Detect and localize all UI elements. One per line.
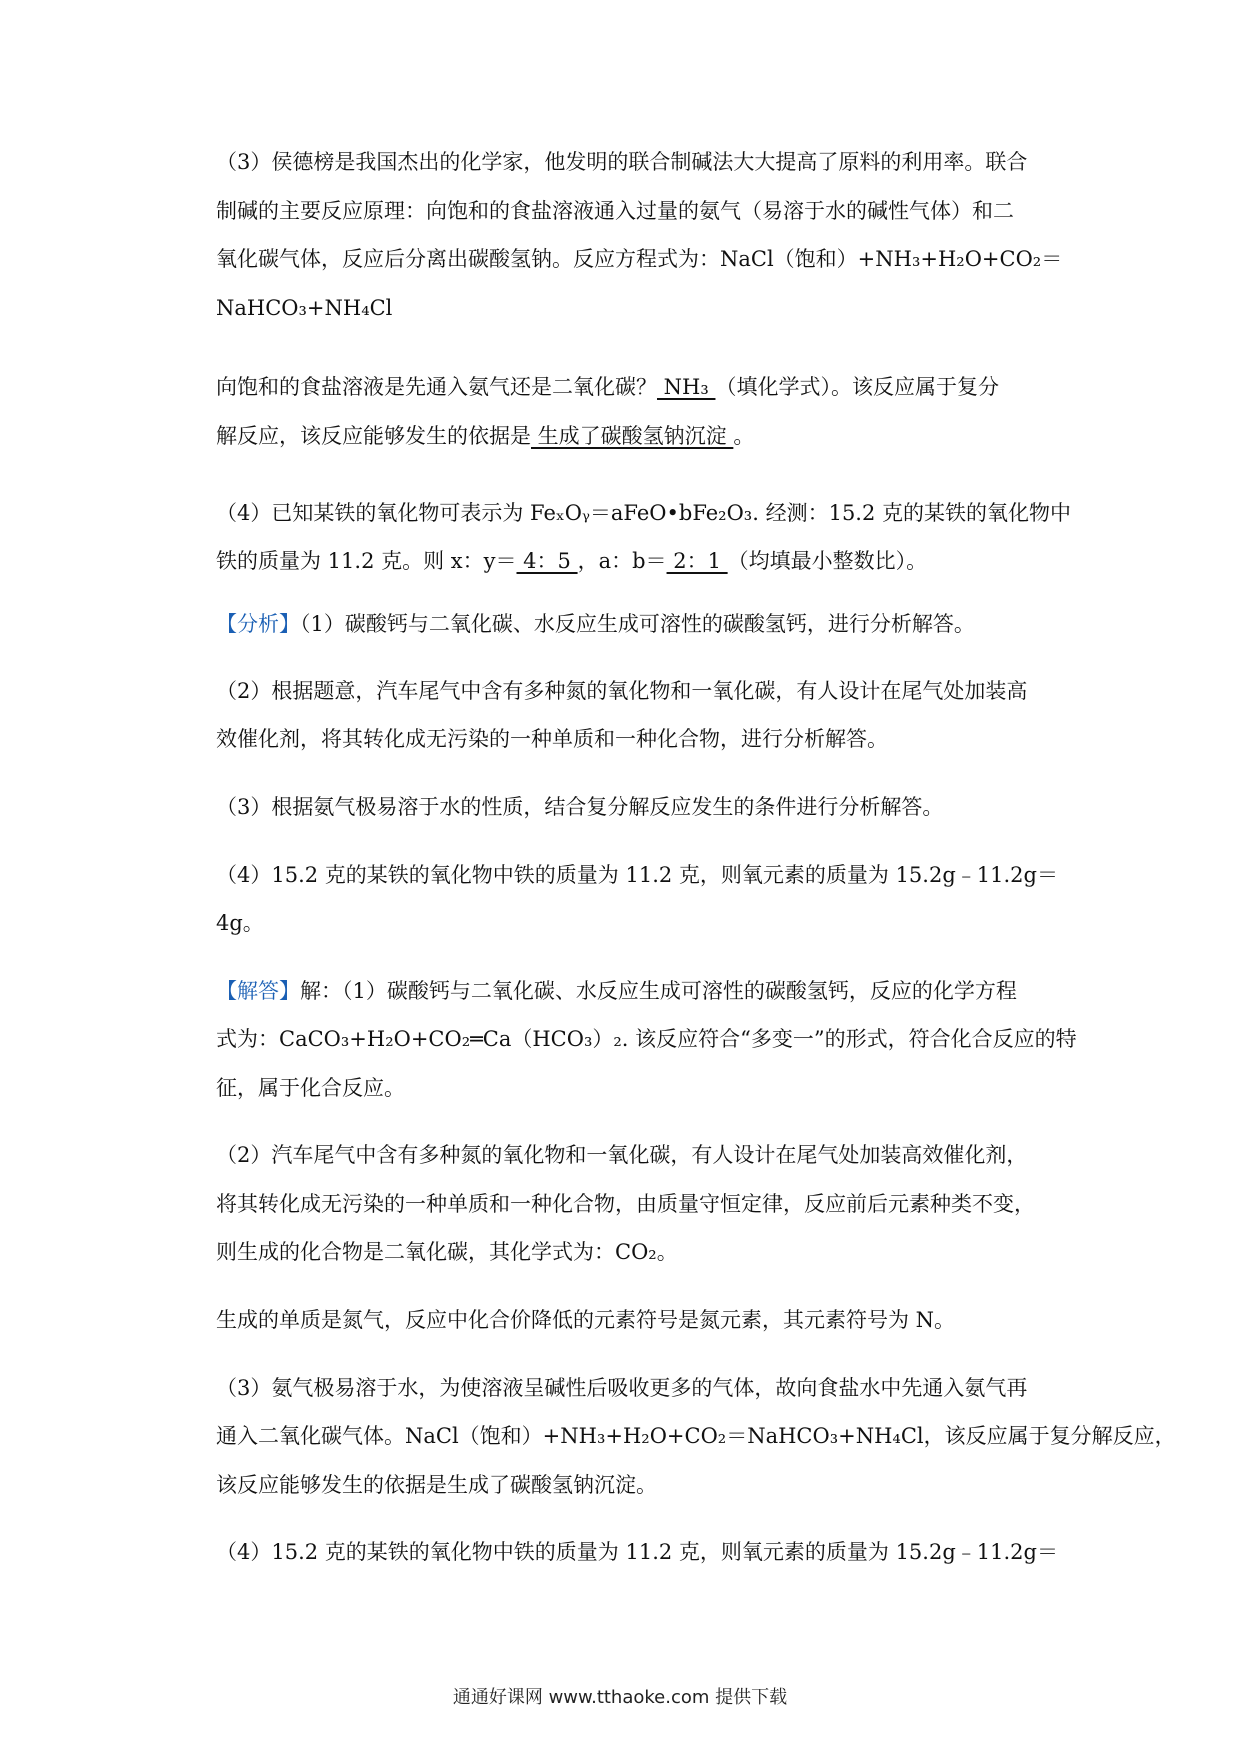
text-line: （2）根据题意，汽车尾气中含有多种氮的氧化物和一氧化碳，有人设计在尾气处加装高 (216, 679, 1028, 703)
text-line: 解反应，该反应能够发生的依据是 生成了碳酸氢钠沉淀 。 (216, 424, 755, 448)
analysis-label: 【分析】 (216, 612, 300, 636)
text-line: 则生成的化合物是二氧化碳，其化学式为：CO₂。 (216, 1240, 678, 1264)
text-line: （2）汽车尾气中含有多种氮的氧化物和一氧化碳，有人设计在尾气处加装高效催化剂， (216, 1143, 1028, 1167)
text-line: 【分析】（1）碳酸钙与二氧化碳、水反应生成可溶性的碳酸氢钙，进行分析解答。 (216, 612, 975, 636)
answer-blank: 4：5 (516, 549, 578, 573)
text-line: 铁的质量为 11.2 克。则 x：y＝ 4：5 ，a：b＝ 2：1 （均填最小整数比）。 (216, 549, 928, 573)
text-line: （4）15.2 克的某铁的氧化物中铁的质量为 11.2 克，则氧元素的质量为 15.2g﹣11.2g＝ (216, 1540, 1058, 1564)
answer-blank: NH₃ (657, 375, 716, 399)
page-footer: 通通好课网 www.tthaoke.com 提供下载 (452, 1687, 788, 1708)
text-line: 该反应能够发生的依据是生成了碳酸氢钠沉淀。 (216, 1473, 657, 1497)
text-line: 氧化碳气体，反应后分离出碳酸氢钠。反应方程式为：NaCl（饱和）+NH₃+H₂O+CO₂＝ (216, 247, 1063, 271)
text-line: NaHCO₃+NH₄Cl (216, 296, 393, 320)
text-line: 征，属于化合反应。 (216, 1076, 405, 1100)
text-line: 效催化剂，将其转化成无污染的一种单质和一种化合物，进行分析解答。 (216, 727, 888, 751)
text-line: 4g。 (216, 911, 264, 935)
text-line: （3）氨气极易溶于水，为使溶液呈碱性后吸收更多的气体，故向食盐水中先通入氨气再 (216, 1376, 1028, 1400)
text-line: 生成的单质是氮气，反应中化合价降低的元素符号是氮元素，其元素符号为 N。 (216, 1308, 956, 1332)
text-line: 向饱和的食盐溶液是先通入氨气还是二氧化碳？ NH₃ （填化学式）。该反应属于复分 (216, 375, 999, 399)
text-line: 【解答】解：（1）碳酸钙与二氧化碳、水反应生成可溶性的碳酸氢钙，反应的化学方程 (216, 979, 1017, 1003)
text-line: 将其转化成无污染的一种单质和一种化合物，由质量守恒定律，反应前后元素种类不变， (216, 1192, 1035, 1216)
text-line: 通入二氧化碳气体。NaCl（饱和）+NH₃+H₂O+CO₂＝NaHCO₃+NH₄Cl，该反应属于复分解反应， (216, 1424, 1176, 1448)
text-line: （3）根据氨气极易溶于水的性质，结合复分解反应发生的条件进行分析解答。 (216, 795, 944, 819)
text-line: 制碱的主要反应原理：向饱和的食盐溶液通入过量的氨气（易溶于水的碱性气体）和二 (216, 199, 1014, 223)
text-line: （3）侯德榜是我国杰出的化学家，他发明的联合制碱法大大提高了原料的利用率。联合 (216, 150, 1028, 174)
text-line: （4）已知某铁的氧化物可表示为 FeₓOᵧ＝aFeO•bFe₂O₃. 经测：15.2 克的某铁的氧化物中 (216, 501, 1072, 525)
text-line: 式为：CaCO₃+H₂O+CO₂═Ca（HCO₃）₂. 该反应符合“多变一”的形式，符合化合反应的特 (216, 1027, 1077, 1051)
answer-blank: 生成了碳酸氢钠沉淀 (531, 424, 734, 448)
text-line: （4）15.2 克的某铁的氧化物中铁的质量为 11.2 克，则氧元素的质量为 15.2g﹣11.2g＝ (216, 863, 1058, 887)
solution-label: 【解答】 (216, 979, 300, 1003)
answer-blank: 2：1 (666, 549, 728, 573)
